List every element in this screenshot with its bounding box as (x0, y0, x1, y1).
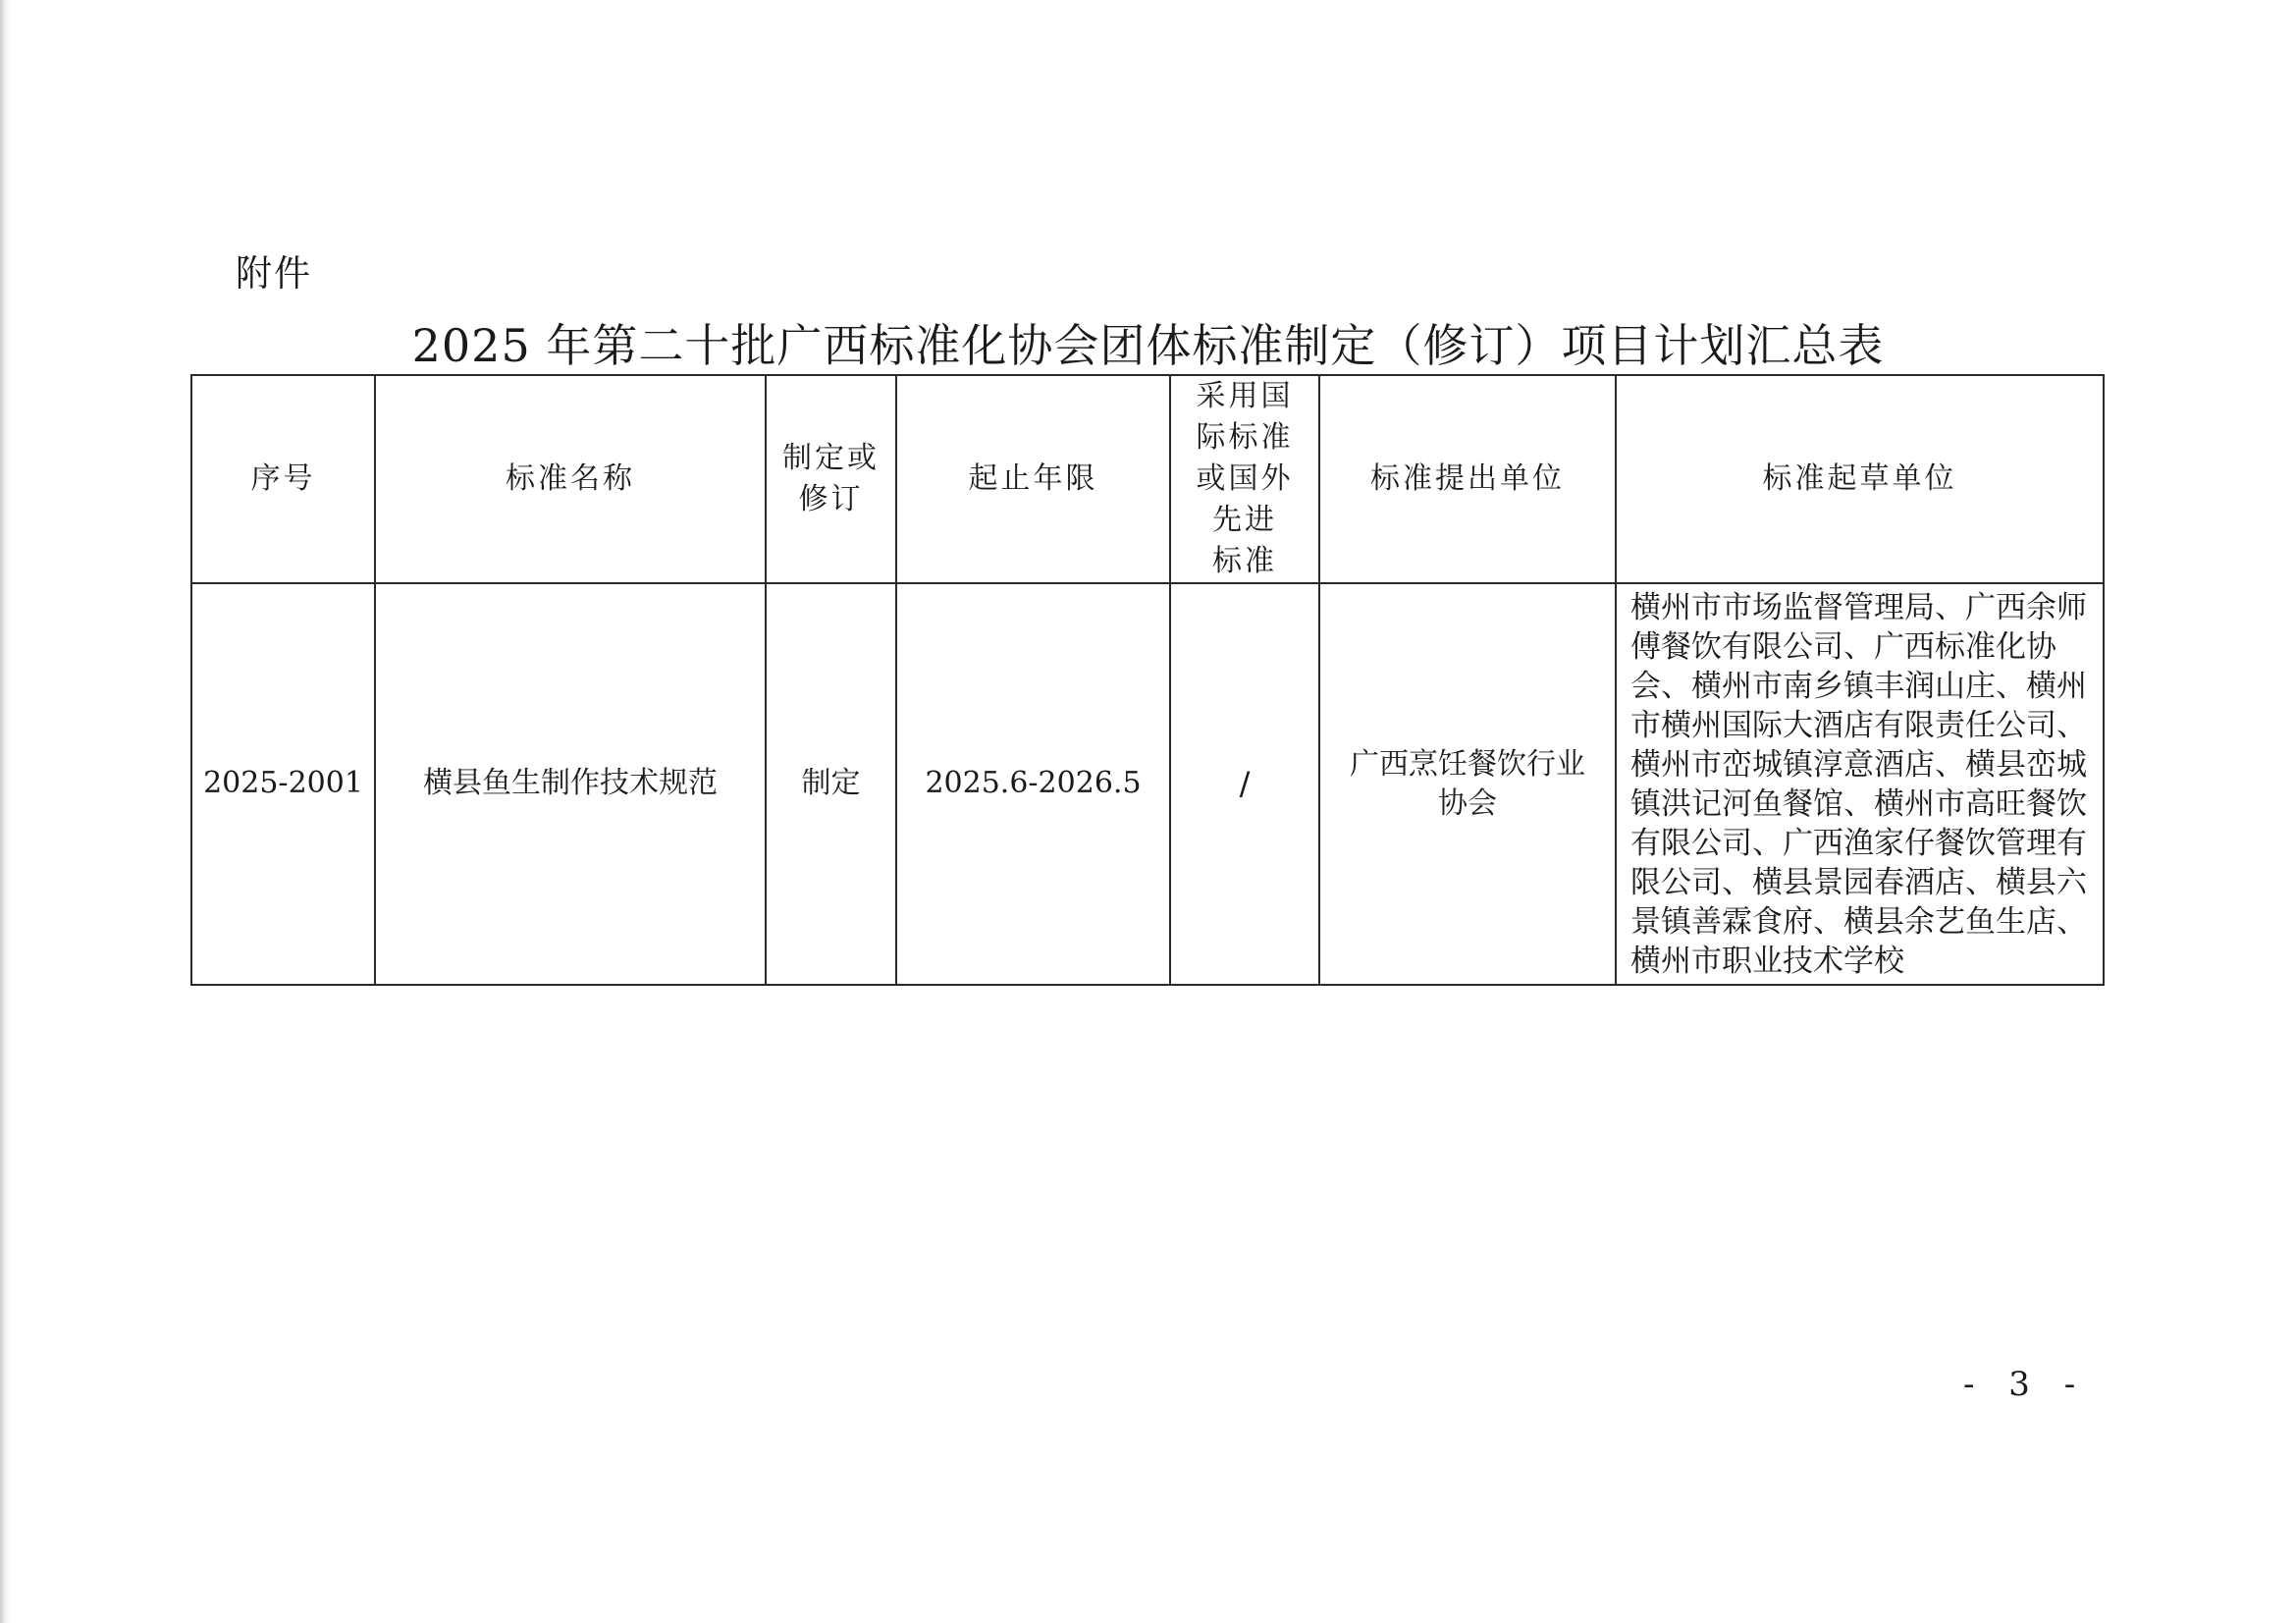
attachment-label: 附件 (236, 252, 312, 295)
table-header-row (191, 375, 2104, 583)
header-standard-name: 标准名称 (375, 375, 766, 583)
plan-summary-table (190, 374, 2105, 986)
header-adoption: 采用国 际标准 或国外 先进 标准 (1170, 375, 1319, 583)
cell-seq: 2025-2001 (191, 583, 375, 985)
cell-drafters: 横州市市场监督管理局、广西余师傅餐饮有限公司、广西标准化协会、横州市南乡镇丰润山庄、横州市横州国际大酒店有限责任公司、横州市峦城镇淳意酒店、横县峦城镇洪记河鱼餐馆、横州市高旺餐饮有限公司、广西渔家仔餐饮管理有限公司、横县景园春酒店、横县六景镇善霖食府、横县余艺鱼生店、横州市职业技术学校 (1616, 583, 2104, 985)
cell-type: 制定 (766, 583, 896, 985)
cell-period: 2025.6-2026.5 (896, 583, 1170, 985)
document-title: 2025 年第二十批广西标准化协会团体标准制定（修订）项目计划汇总表 (411, 319, 1885, 372)
scan-edge (0, 0, 10, 1623)
header-period: 起止年限 (896, 375, 1170, 583)
cell-proposer: 广西烹饪餐饮行业协会 (1319, 583, 1616, 985)
plan-table-container (190, 374, 2103, 986)
header-type: 制定或 修订 (766, 375, 896, 583)
page-number: - 3 - (1963, 1365, 2088, 1404)
header-drafters: 标准起草单位 (1616, 375, 2104, 583)
header-proposer: 标准提出单位 (1319, 375, 1616, 583)
table-row (191, 583, 2104, 985)
cell-standard-name: 横县鱼生制作技术规范 (375, 583, 766, 985)
header-seq: 序号 (191, 375, 375, 583)
cell-adoption: / (1170, 583, 1319, 985)
